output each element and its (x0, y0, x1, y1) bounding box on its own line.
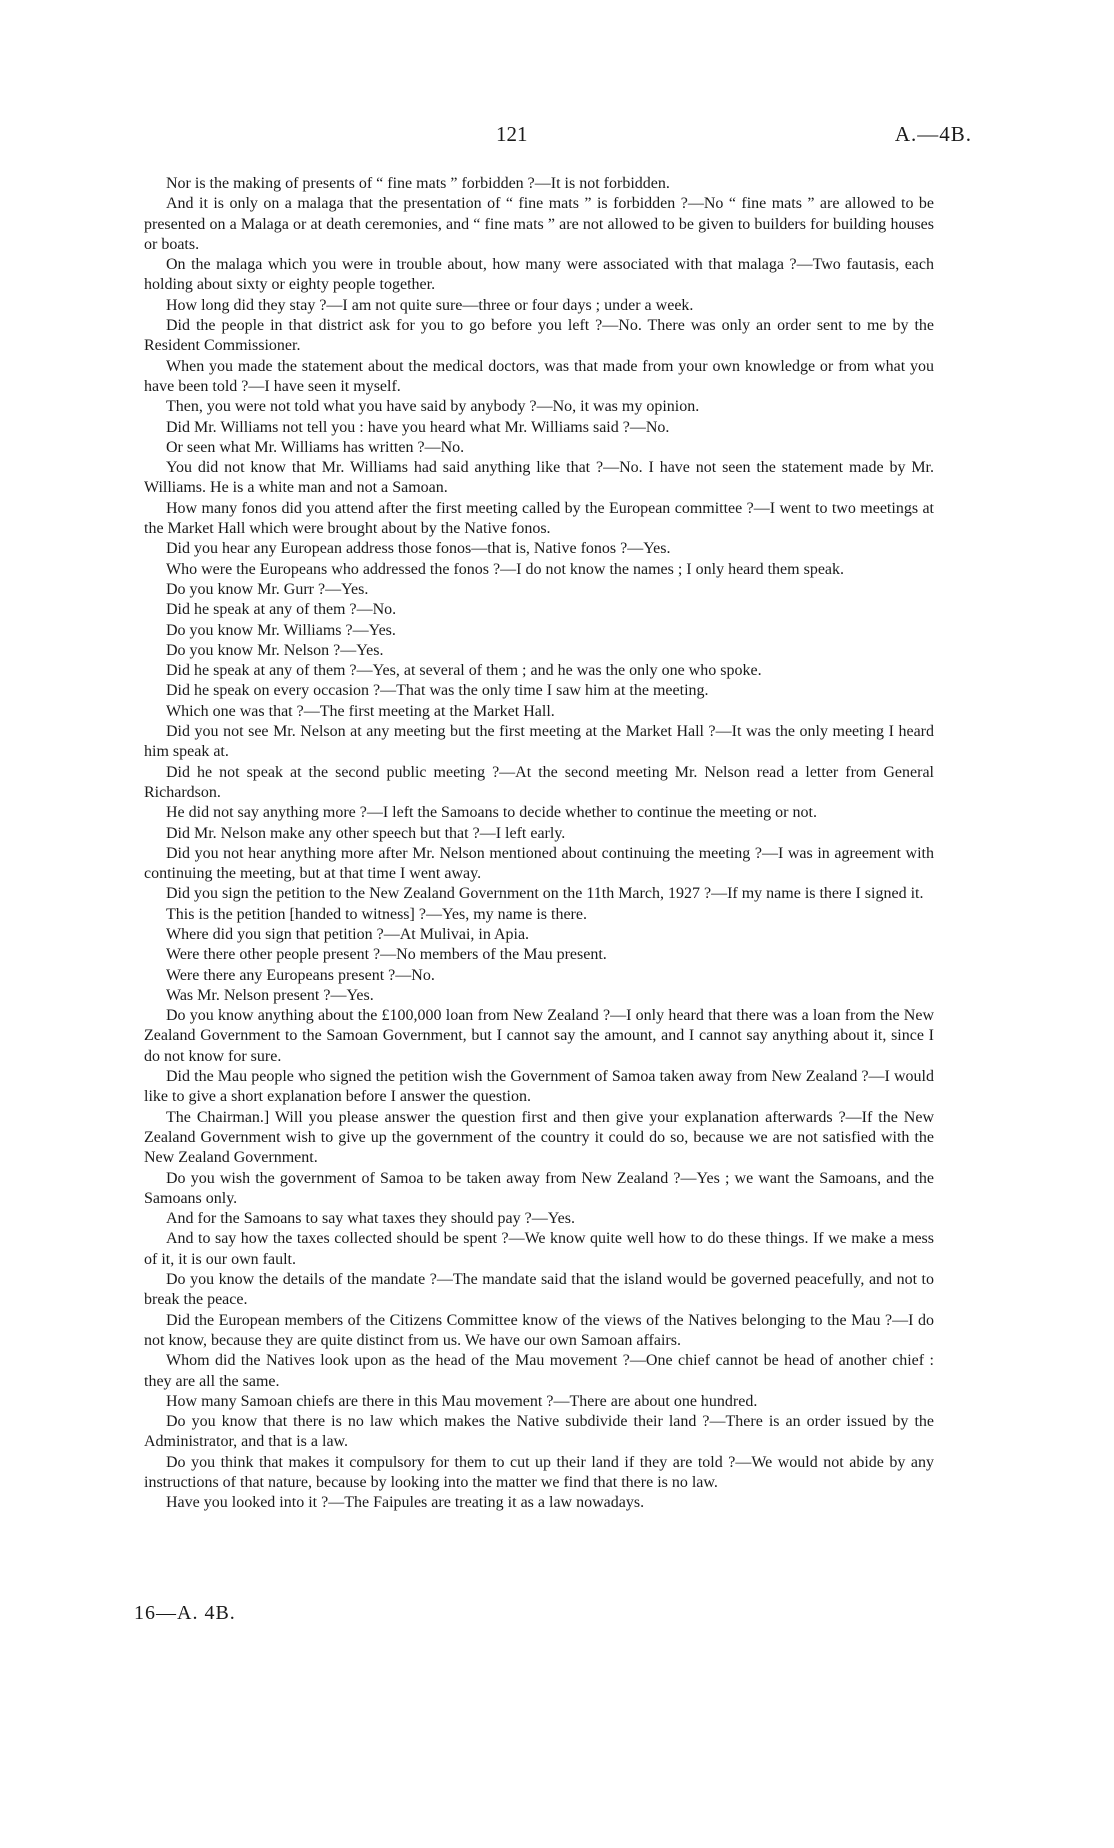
paragraph: This is the petition [handed to witness] ?—Yes, my name is there. (166, 905, 587, 923)
paragraph: Were there any Europeans present ?—No. (166, 966, 435, 984)
paragraph: Did you sign the petition to the New Zealand Government on the 11th March, 1927 ?—If my name is there I signed it. (166, 885, 924, 903)
paragraph: Which one was that ?—The first meeting at the Market Hall. (166, 702, 555, 720)
paragraph: Then, you were not told what you have said by anybody ?—No, it was my opinion. (166, 398, 700, 416)
paragraph: Did the Mau people who signed the petition wish the Government of Samoa taken away from New Zealand ?—I would like to give a short explanation before I answer the question. (144, 1068, 934, 1106)
paragraph: Did he speak on every occasion ?—That was the only time I saw him at the meeting. (166, 682, 709, 700)
paragraph: Was Mr. Nelson present ?—Yes. (166, 986, 374, 1004)
paragraph: When you made the statement about the medical doctors, was that made from your own knowledge or from what you have been told ?—I have seen it myself. (144, 357, 934, 395)
paragraph: How many Samoan chiefs are there in this Mau movement ?—There are about one hundred. (166, 1392, 758, 1410)
paragraph: Did he speak at any of them ?—Yes, at several of them ; and he was the only one who spoke. (166, 662, 762, 680)
paragraph: You did not know that Mr. Williams had said anything like that ?—No. I have not seen the statement made by Mr. Williams. He is a white man and not a Samoan. (144, 459, 934, 497)
paragraph: Do you think that makes it compulsory for them to cut up their land if they are told ?—We would not abide by any instructions of that nature, because by looking into the matter we find that there is no law. (144, 1453, 934, 1491)
paragraph: Nor is the making of presents of “ fine mats ” forbidden ?—It is not forbidden. (166, 175, 670, 192)
paragraph: Have you looked into it ?—The Faipules are treating it as a law nowadays. (166, 1494, 645, 1512)
paragraph: Did you not hear anything more after Mr. Nelson mentioned about continuing the meeting ?—I was in agreement with continuing the meeting, but at that time I went away. (144, 844, 934, 883)
paragraph: How many fonos did you attend after the first meeting called by the European committee ?—I went to two meetings at the Market Hall which were brought about by the Native fonos. (144, 499, 934, 538)
paragraph: Do you know Mr. Nelson ?—Yes. (166, 641, 384, 659)
body-text (144, 174, 934, 1514)
paragraph: Did Mr. Williams not tell you : have you heard what Mr. Williams said ?—No. (166, 418, 670, 436)
page-number: 121 (496, 122, 528, 146)
signature-mark: 16—A. 4B. (134, 1602, 236, 1624)
page-header (0, 122, 1114, 152)
paragraph: Whom did the Natives look upon as the head of the Mau movement ?—One chief cannot be head of another chief : they are all the same. (144, 1352, 934, 1390)
paragraph: Or seen what Mr. Williams has written ?—No. (166, 438, 465, 456)
document-reference: A.—4B. (894, 122, 972, 146)
paragraph: Do you know Mr. Williams ?—Yes. (166, 621, 396, 639)
paragraph: Do you know the details of the mandate ?—The mandate said that the island would be governed peacefully, and not to break the peace. (144, 1271, 934, 1309)
paragraph: And to say how the taxes collected should be spent ?—We know quite well how to do these things. If we make a mess of it, it is our own fault. (144, 1230, 934, 1268)
paragraph: Did you not see Mr. Nelson at any meeting but the first meeting at the Market Hall ?—It was the only meeting I heard him speak at. (144, 723, 934, 761)
paragraph: Do you know anything about the £100,000 loan from New Zealand ?—I only heard that there was a loan from the New Zealand Government to the Samoan Government, but I cannot say the amount, and I cannot say anything about it, since I do not know for sure. (144, 1007, 934, 1065)
paragraph: Who were the Europeans who addressed the fonos ?—I do not know the names ; I only heard them speak. (166, 560, 845, 578)
paragraph: Do you wish the government of Samoa to be taken away from New Zealand ?—Yes ; we want the Samoans, and the Samoans only. (144, 1169, 934, 1207)
paragraph: Do you know Mr. Gurr ?—Yes. (166, 580, 369, 598)
paragraph: Did you hear any European address those fonos—that is, Native fonos ?—Yes. (166, 540, 671, 558)
paragraph: How long did they stay ?—I am not quite sure—three or four days ; under a week. (166, 296, 694, 314)
paragraph: Did he speak at any of them ?—No. (166, 601, 397, 619)
paragraph: Were there other people present ?—No members of the Mau present. (166, 946, 607, 964)
paragraph: Did he not speak at the second public meeting ?—At the second meeting Mr. Nelson read a letter from General Richardson. (144, 763, 934, 801)
paragraph: He did not say anything more ?—I left the Samoans to decide whether to continue the meeting or not. (166, 804, 817, 822)
paragraph: Did Mr. Nelson make any other speech but that ?—I left early. (166, 824, 566, 842)
paragraph: Did the people in that district ask for you to go before you left ?—No. There was only an order sent to me by the Resident Commissioner. (144, 317, 934, 355)
paragraph: The Chairman.] Will you please answer the question first and then give your explanation afterwards ?—If the New Zealand Government wish to give up the government of the country it could do so, because we are not satisfied with the New Zealand Government. (144, 1108, 934, 1167)
paragraph: Did the European members of the Citizens Committee know of the views of the Natives belonging to the Mau ?—I do not know, because they are quite distinct from us. We have our own Samoan affairs. (144, 1311, 934, 1349)
paragraph: Where did you sign that petition ?—At Mulivai, in Apia. (166, 925, 530, 943)
paragraph: And it is only on a malaga that the presentation of “ fine mats ” is forbidden ?—No “ fine mats ” are allowed to be presented on a Malaga or at death ceremonies, and “ fine mats ” are not allowed to be given to builders for building houses or boats. (144, 195, 934, 253)
paragraph: On the malaga which you were in trouble about, how many were associated with that malaga ?—Two fautasis, each holding about sixty or eighty people together. (144, 256, 934, 294)
paragraph: And for the Samoans to say what taxes they should pay ?—Yes. (166, 1210, 575, 1228)
paragraph: Do you know that there is no law which makes the Native subdivide their land ?—There is an order issued by the Administrator, and that is a law. (144, 1413, 934, 1451)
